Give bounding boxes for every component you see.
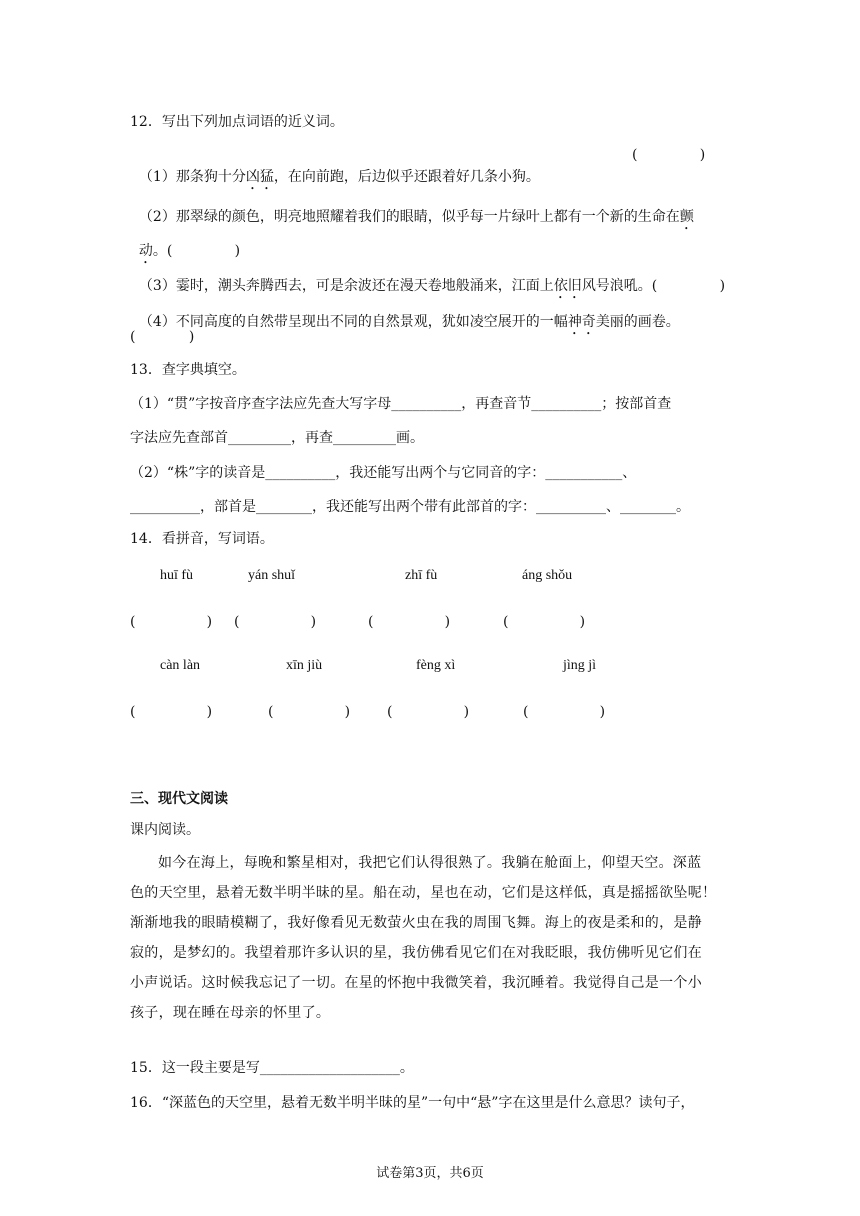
pinyin-yanshui: yán shuǐ <box>248 568 296 583</box>
passage-line: 如今在海上，每晚和繁星相对，我把它们认得很熟了。我躺在舱面上，仰望天空。深蓝 <box>158 855 702 871</box>
passage-line: 渐渐地我的眼睛模糊了，我好像看见无数萤火虫在我的周围飞舞。海上的夜是柔和的，是静 <box>130 915 702 931</box>
section-subheading: 课内阅读。 <box>130 822 200 838</box>
answer-blank-angshou[interactable]: ( ) <box>503 614 586 630</box>
q12-title: 12．写出下列加点词语的近义词。 <box>130 114 344 130</box>
pinyin-huifu: huī fù <box>160 568 194 583</box>
pinyin-zhifu: zhī fù <box>405 568 438 583</box>
q15-text[interactable]: 15．这一段主要是写____________________。 <box>130 1060 414 1076</box>
passage-line: 寂的，是梦幻的。我望着那许多认识的星，我仿佛看见它们在对我眨眼，我仿佛听见它们在 <box>130 945 702 961</box>
pinyin-xinjiu: xīn jiù <box>286 658 323 673</box>
q12-item-3-answer-blank[interactable]: 风号浪吼。( ) <box>581 278 726 294</box>
pinyin-angshou: áng shǒu <box>522 568 573 583</box>
q13-line-1[interactable]: （1）“贯”字按音序查字法应先查大写字母__________，再查音节__________；按部首查 <box>130 396 672 412</box>
passage-line: 小声说话。这时候我忘记了一切。在星的怀抱中我微笑着，我沉睡着。我觉得自己是一个小 <box>130 975 702 991</box>
answer-blank-huifu[interactable]: ( ) <box>130 614 213 630</box>
reading-passage <box>130 848 730 1028</box>
q12-item-4-text: （4）不同高度的自然带呈现出不同的自然景观，犹如凌空展开的一幅 <box>138 314 568 330</box>
q12-item-1-text: （1）那条狗十分 <box>138 169 246 185</box>
passage-line: 色的天空里，悬着无数半明半昧的星。船在动，星也在动，它们是这样低，真是摇摇欲坠呢！ <box>130 885 717 901</box>
q13-line-3[interactable]: （2）“株”字的读音是__________，我还能写出两个与它同音的字：___________、 <box>130 465 637 481</box>
answer-blank-jingji[interactable]: ( ) <box>523 704 606 720</box>
q12-item-2-text: （2）那翠绿的颜色，明亮地照耀着我们的眼睛，似乎每一片绿叶上都有一个新的生命在 <box>138 209 680 225</box>
q13-line-4[interactable]: __________，部首是________，我还能写出两个带有此部首的字：__________、________。 <box>130 499 690 515</box>
q12-item-3-emphasis: 依旧 <box>553 278 582 294</box>
q12-item-4 <box>130 292 680 338</box>
q14-title: 14．看拼音，写词语。 <box>130 531 274 547</box>
q12-item-3-text: （3）霎时，潮头奔腾西去，可是余波还在漫天卷地般涌来，江面上 <box>138 278 554 294</box>
q12-item-2-emphasis-cont: 动 <box>138 243 153 259</box>
answer-blank-yanshui[interactable]: ( ) <box>234 614 317 630</box>
page-footer: 试卷第3页，共6页 <box>376 1166 484 1181</box>
q12-item-1-text-end: ，在向前跑，后边似乎还跟着好几条小狗。 <box>273 169 540 185</box>
q12-item-2-emphasis: 颤 <box>679 209 694 225</box>
q12-item-1-answer-blank[interactable]: ( ) <box>632 147 706 163</box>
answer-blank-fengxi[interactable]: ( ) <box>387 704 470 720</box>
q12-item-2-answer-blank[interactable]: 。( ) <box>152 243 241 259</box>
pinyin-fengxi: fèng xì <box>416 658 456 673</box>
answer-blank-zhifu[interactable]: ( ) <box>368 614 451 630</box>
answer-blank-canlan[interactable]: ( ) <box>130 704 213 720</box>
q12-item-4-emphasis: 神奇 <box>567 314 596 330</box>
q13-line-2[interactable]: 字法应先查部首_________，再查_________画。 <box>130 430 424 446</box>
section-heading: 三、现代文阅读 <box>130 791 228 807</box>
pinyin-jingji: jìng jì <box>563 658 597 673</box>
q12-item-4-answer-blank[interactable]: ( ) <box>130 329 195 345</box>
q16-text: 16．“深蓝色的天空里，悬着无数半明半昧的星”一句中“悬”字在这里是什么意思？读句子， <box>130 1095 695 1111</box>
q12-item-1-emphasis: 凶猛 <box>245 169 274 185</box>
q13-title: 13．查字典填空。 <box>130 362 246 378</box>
pinyin-canlan: càn làn <box>160 658 201 673</box>
answer-blank-xinjiu[interactable]: ( ) <box>268 704 351 720</box>
q12-item-4-text-end: 美丽的画卷。 <box>595 314 680 330</box>
passage-line: 孩子，现在睡在母亲的怀里了。 <box>130 1005 331 1021</box>
